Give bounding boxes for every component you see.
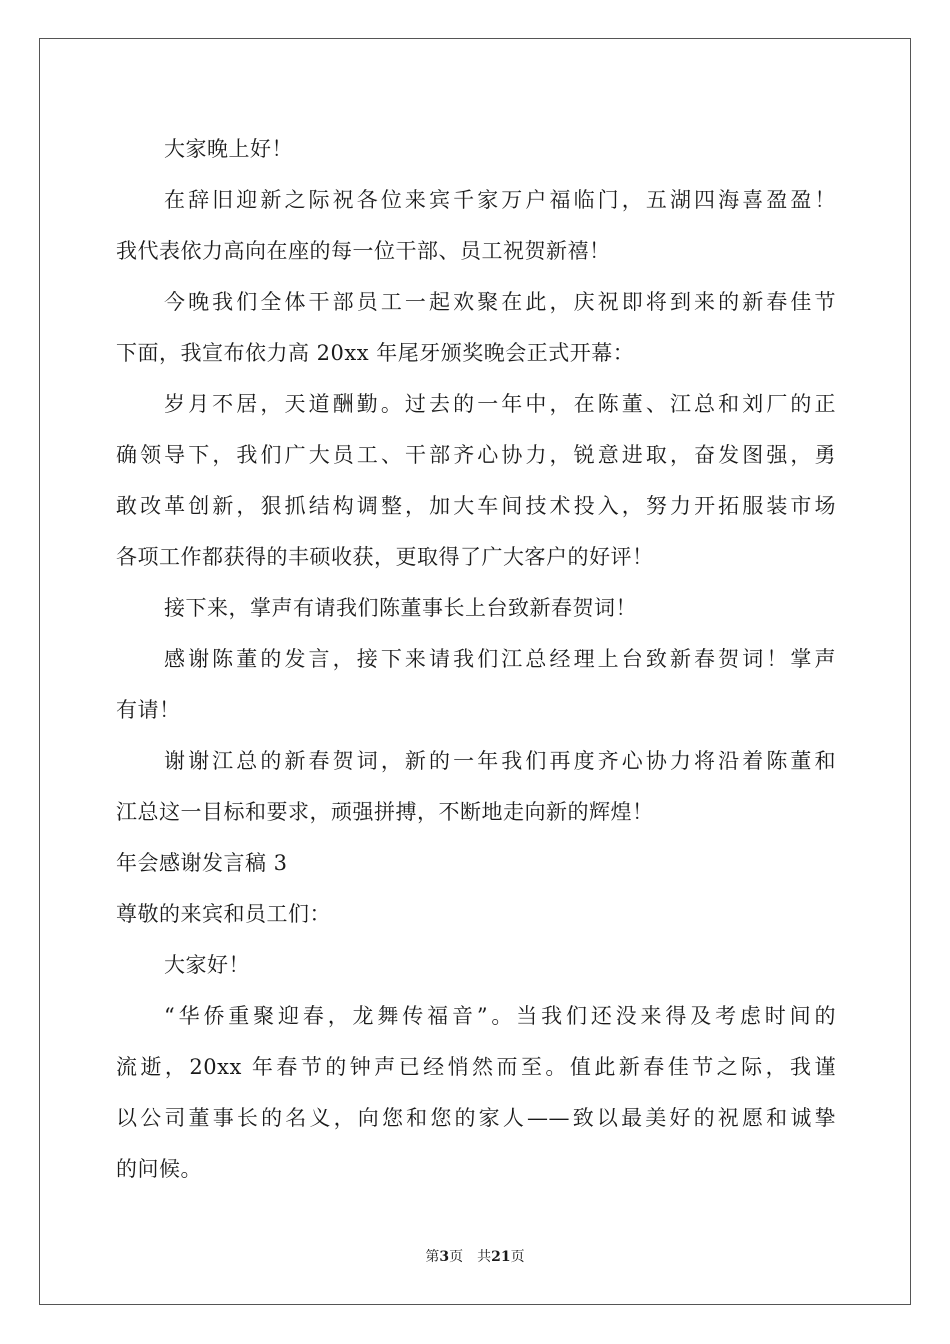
paragraph-line: 今晚我们全体干部员工一起欢聚在此，庆祝即将到来的新春佳节 <box>164 290 836 314</box>
paragraph-line: 在辞旧迎新之际祝各位来宾千家万户福临门，五湖四海喜盈盈！ <box>164 188 836 212</box>
paragraph-line: 谢谢江总的新春贺词，新的一年我们再度齐心协力将沿着陈董和 <box>164 749 836 773</box>
footer-total-prefix: 共 <box>477 1249 492 1265</box>
footer-prefix: 第 <box>425 1249 440 1265</box>
paragraph-line: 感谢陈董的发言，接下来请我们江总经理上台致新春贺词！掌声 <box>164 647 836 671</box>
footer-total-suffix: 页 <box>510 1249 525 1265</box>
paragraph-line: 确领导下，我们广大员工、干部齐心协力，锐意进取，奋发图强，勇 <box>116 443 836 467</box>
salutation: 尊敬的来宾和员工们： <box>116 902 331 926</box>
paragraph-line: 的问候。 <box>116 1157 202 1181</box>
paragraph-line: 江总这一目标和要求，顽强拼搏，不断地走向新的辉煌！ <box>116 800 654 824</box>
paragraph-line: 大家好！ <box>164 953 250 977</box>
footer-page-suffix: 页 <box>449 1249 464 1265</box>
paragraph-line: 流逝，20xx 年春节的钟声已经悄然而至。值此新春佳节之际，我谨 <box>116 1055 836 1079</box>
paragraph-line: 我代表依力高向在座的每一位干部、员工祝贺新禧！ <box>116 239 611 263</box>
paragraph-line: 敢改革创新，狠抓结构调整，加大车间技术投入，努力开拓服装市场 <box>116 494 836 518</box>
paragraph-line: “华侨重聚迎春，龙舞传福音”。当我们还没来得及考虑时间的 <box>164 1004 836 1028</box>
paragraph-line: 接下来，掌声有请我们陈董事长上台致新春贺词！ <box>164 596 637 620</box>
paragraph-line: 各项工作都获得的丰硕收获，更取得了广大客户的好评！ <box>116 545 654 569</box>
paragraph-line: 有请！ <box>116 698 181 722</box>
total-page-count: 21 <box>491 1249 511 1265</box>
paragraph-line: 下面，我宣布依力高 20xx 年尾牙颁奖晚会正式开幕： <box>116 341 635 365</box>
page-footer <box>0 1246 950 1266</box>
paragraph-line: 大家晚上好！ <box>164 137 293 161</box>
section-heading: 年会感谢发言稿 3 <box>116 851 288 875</box>
paragraph-line: 岁月不居，天道酬勤。过去的一年中，在陈董、江总和刘厂的正 <box>164 392 836 416</box>
current-page-number: 3 <box>439 1249 450 1265</box>
document-body <box>116 124 836 1195</box>
paragraph-line: 以公司董事长的名义，向您和您的家人——致以最美好的祝愿和诚挚 <box>116 1106 836 1130</box>
